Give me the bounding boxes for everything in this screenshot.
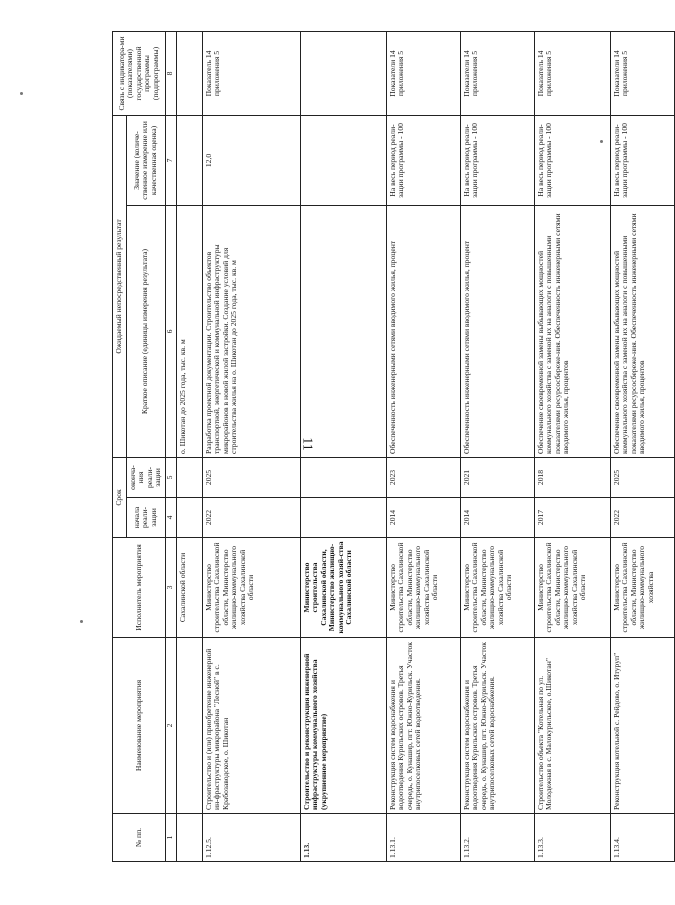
column-number: 8 bbox=[165, 31, 176, 115]
header-value: Значение (количе-ственное измерение или качественная оценка) bbox=[126, 115, 165, 205]
row-indicator-link: Показатель 14 приложения 5 bbox=[534, 31, 610, 115]
row-name: Реконструкция котельной с. Рейдово, о. Итуруп" bbox=[610, 638, 674, 814]
header-term: Срок bbox=[113, 457, 127, 537]
row-value: На весь период реали-зации программы - 100 bbox=[534, 115, 610, 205]
row-executor: Министерство строительства Сахалинской области, Министерство жилищно-коммунального хозяйства Сахалинской области bbox=[460, 538, 534, 638]
row-start-year: 2014 bbox=[386, 498, 460, 538]
row-value bbox=[300, 115, 386, 205]
header-term-start: начала реали-зации bbox=[126, 498, 165, 538]
row-name: Строительство и реконструкция инженерной инфраструктуры коммунального хозяйства (укрупненное мероприятие) bbox=[300, 638, 386, 814]
page-number: 11 bbox=[299, 437, 315, 451]
row-indicator-link: Показатели 14 приложения 5 bbox=[386, 31, 460, 115]
table-row bbox=[386, 31, 460, 861]
row-executor: Министерство строительства Сахалинской области, Министерство жилищно-коммунального хозяйства Сахалинской области bbox=[202, 538, 300, 638]
row-indicator-link bbox=[176, 31, 202, 115]
column-number: 4 bbox=[165, 498, 176, 538]
row-executor: Министерство строительства Сахалинской области, Министерство жилищно-коммунального хозяйства Сахалинской области bbox=[534, 538, 610, 638]
header-executor: Исполнитель мероприятия bbox=[113, 538, 166, 638]
row-name bbox=[176, 638, 202, 814]
measures-table bbox=[112, 31, 675, 862]
row-start-year bbox=[300, 498, 386, 538]
row-start-year: 2022 bbox=[202, 498, 300, 538]
row-start-year: 2017 bbox=[534, 498, 610, 538]
row-number: 1.13. bbox=[300, 814, 386, 862]
row-description: Обеспечение своевременной замены выбывающих мощностей коммунального хозяйства с заменой их на аналоги с повышенными показателями ресурсосбереже-ния. Обеспеченность инженерными сетями вводимого жилья, процентов bbox=[534, 205, 610, 457]
row-executor: Сахалинской области bbox=[176, 538, 202, 638]
scan-speck bbox=[80, 620, 83, 623]
row-end-year: 2018 bbox=[534, 457, 610, 497]
table-row bbox=[202, 31, 300, 861]
row-number: 1.12.5. bbox=[202, 814, 300, 862]
row-start-year: 2014 bbox=[460, 498, 534, 538]
document-page bbox=[112, 32, 655, 862]
row-end-year: 2023 bbox=[386, 457, 460, 497]
column-number-row bbox=[165, 31, 176, 861]
row-value: На весь период реали-зации программы - 100 bbox=[460, 115, 534, 205]
row-end-year: 2025 bbox=[610, 457, 674, 497]
table-row bbox=[176, 31, 202, 861]
scan-speck bbox=[20, 92, 23, 95]
row-name: Строительство и (или) приобретение инженерной ин-фраструктуры микрорайона "Лесной" в с. Крабозаводское, о. Шикотан bbox=[202, 638, 300, 814]
table-row bbox=[460, 31, 534, 861]
row-indicator-link: Показатель 14 приложения 5 bbox=[202, 31, 300, 115]
row-indicator-link: Показатели 14 приложения 5 bbox=[460, 31, 534, 115]
row-start-year: 2022 bbox=[610, 498, 674, 538]
row-description: о. Шикотан до 2025 года, тыс. кв. м bbox=[176, 205, 202, 457]
row-indicator-link bbox=[300, 31, 386, 115]
header-term-end: оконча-ния реали-зации bbox=[126, 457, 165, 497]
row-description: Обеспечение своевременной замены выбывающих мощностей коммунального хозяйства с заменой их на аналоги с повышенными показателями ресурсосбереже-ния. Обеспеченность инженерными сетями вводимого жилья, процентов bbox=[610, 205, 674, 457]
row-value: На весь период реали-зации программы - 100 bbox=[386, 115, 460, 205]
row-name: Строительство объекта "Котельная по ул. Молодежная в с. Малокурильское, о.Шикотан" bbox=[534, 638, 610, 814]
row-name: Реконструкция систем водоснабжения и водоотведения Курильских островов. Третья очередь, о. Кунашир, пгт. Южно-Курильск. Участок внутрипоселковых сетей водоснабжения. bbox=[460, 638, 534, 814]
row-executor: Министерство строительства Сахалинской области, Министерство жилищно-коммунального хозяйства bbox=[610, 538, 674, 638]
column-number: 7 bbox=[165, 115, 176, 205]
header-row bbox=[113, 31, 127, 861]
row-start-year bbox=[176, 498, 202, 538]
header-num: № пп. bbox=[113, 814, 166, 862]
row-number: 1.13.2. bbox=[460, 814, 534, 862]
header-description: Краткое описание (единицы измерения результата) bbox=[126, 205, 165, 457]
column-number: 3 bbox=[165, 538, 176, 638]
row-end-year bbox=[176, 457, 202, 497]
row-number: 1.13.4. bbox=[610, 814, 674, 862]
row-indicator-link: Показатели 14 приложения 5 bbox=[610, 31, 674, 115]
row-description bbox=[300, 205, 386, 457]
row-description: Разработка проектной документации. Строительство объектов транспортной, энергетической и коммунальной инфраструктуры микрорайонов в новой жилой застройки. Создание условий для строительства жилья на о. Шикотан до 2025 года, тыс. кв. м bbox=[202, 205, 300, 457]
row-description: Обеспеченность инженерными сетями вводимого жилья, процент bbox=[386, 205, 460, 457]
table-row bbox=[300, 31, 386, 861]
table-row bbox=[610, 31, 674, 861]
table-row bbox=[534, 31, 610, 861]
row-description: Обеспеченность инженерными сетями вводимого жилья, процент bbox=[460, 205, 534, 457]
column-number: 6 bbox=[165, 205, 176, 457]
scan-speck bbox=[600, 140, 603, 143]
column-number: 5 bbox=[165, 457, 176, 497]
row-number bbox=[176, 814, 202, 862]
column-number: 1 bbox=[165, 814, 176, 862]
row-end-year: 2021 bbox=[460, 457, 534, 497]
header-name: Наименование мероприятия bbox=[113, 638, 166, 814]
header-link: Связь с индикатора-ми (показателями) государственной программы (подпрограммы) bbox=[113, 31, 166, 115]
row-executor: Министерство строительства Сахалинской области, Министерство жилищно-коммунального хозяйства Сахалинской области bbox=[386, 538, 460, 638]
row-number: 1.13.1. bbox=[386, 814, 460, 862]
row-executor: Министерство строительства Сахалинской области, Министерство жилищно-коммунального хозяй-ства Сахалинской области bbox=[300, 538, 386, 638]
row-value: На весь период реали-зации программы - 100 bbox=[610, 115, 674, 205]
row-value bbox=[176, 115, 202, 205]
row-name: Реконструкция систем водоснабжения и водоотведения Курильских островов. Третья очередь, о. Кунашир, пгт. Южно-Курильск. Участок внутрипоселковых сетей водоотведения. bbox=[386, 638, 460, 814]
header-expected: Ожидаемый непосредственный результат bbox=[113, 115, 127, 457]
row-end-year bbox=[300, 457, 386, 497]
row-number: 1.13.3. bbox=[534, 814, 610, 862]
row-end-year: 2025 bbox=[202, 457, 300, 497]
table-body bbox=[176, 31, 674, 861]
row-value: 12,0 bbox=[202, 115, 300, 205]
column-number: 2 bbox=[165, 638, 176, 814]
